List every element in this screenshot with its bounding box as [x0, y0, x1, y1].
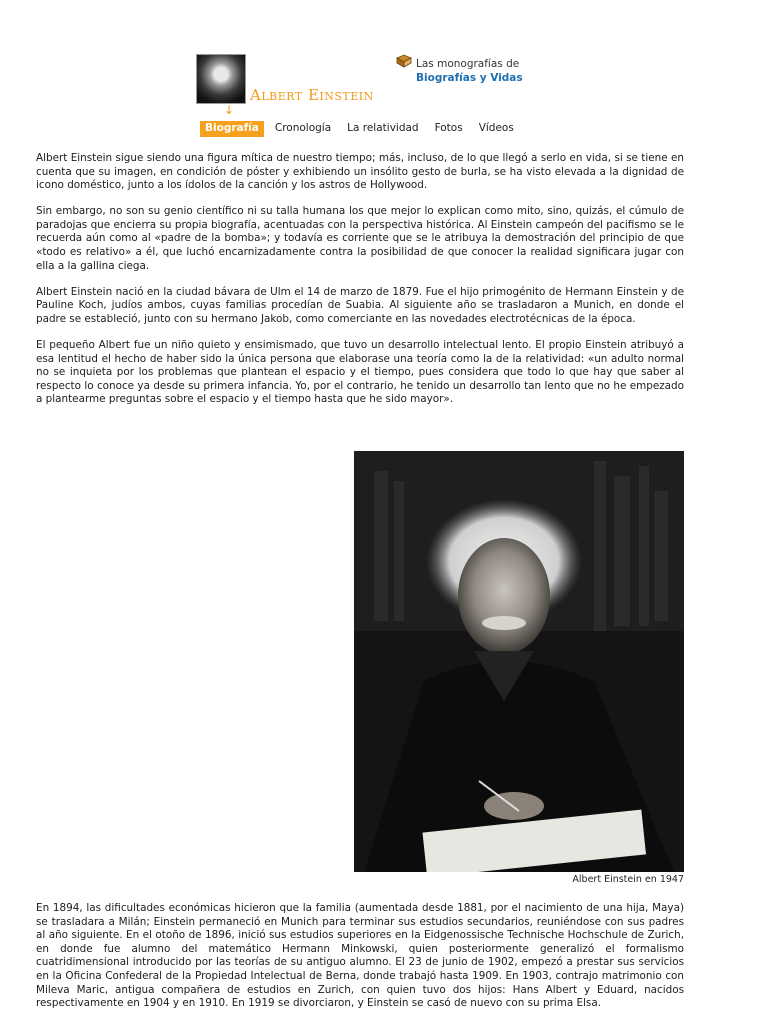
page-title: Albert Einstein [250, 86, 374, 104]
nav-tab-videos[interactable]: Vídeos [478, 122, 514, 134]
photo-illustration [354, 451, 684, 872]
photo-caption: Albert Einstein en 1947 [572, 874, 684, 885]
brand-subtitle: Las monografías de [416, 58, 520, 70]
paragraph: El pequeño Albert fue un niño quieto y ensimismado, que tuvo un desarrollo intelectual lento. El propio Einstein atribuyó a esa lentitud el hecho de haber sido la única persona que elaborase una teoría como la de la relatividad: «un adulto normal no se inquieta por los problemas que plantean el espacio y el tiempo, pues considera que todo lo que hay que saber al respecto lo conoce ya desde su primera infancia. Yo, por el contrario, he tenido un desarrollo tan lento que no he empezado a plantearme preguntas sobre el espacio y el tiempo hasta que he sido mayor». [36, 339, 684, 406]
page-header [196, 54, 536, 117]
article-body [36, 152, 684, 420]
nav-tab-fotos[interactable]: Fotos [434, 122, 463, 134]
photo-figure [354, 451, 684, 885]
einstein-photo[interactable] [354, 451, 684, 872]
paragraph: Albert Einstein sigue siendo una figura mítica de nuestro tiempo; más, incluso, de lo que llegó a serlo en vida, si se tiene en cuenta que su imagen, en condición de póster y exhibiendo un insólito gesto de burla, se ha visto elevada a la dignidad de icono doméstico, junto a los ídolos de la canción y los astros de Hollywood. [36, 152, 684, 192]
nav-tab-relatividad[interactable]: La relatividad [347, 122, 419, 134]
brand-link[interactable]: Biografías y Vidas [416, 72, 523, 84]
nav-tab-biografia[interactable]: Biografía [200, 121, 264, 137]
paragraph: Sin embargo, no son su genio científico ni su talla humana los que mejor lo explican como mito, sino, quizás, el cúmulo de paradojas que encierra su propia biografía, acentuadas con la perspectiva histórica. Al Einstein campeón del pacifismo se le recuerda aún como al «padre de la bomba»; y todavía es corriente que se le atribuya la demostración del principio de que «todo es relativo» a él, que luchó encarnizadamente contra la posibilidad de que conocer la realidad significara jugar con ella a la gallina ciega. [36, 205, 684, 272]
article-body-continued [36, 902, 684, 1023]
einstein-thumbnail[interactable] [196, 54, 246, 104]
paragraph: Albert Einstein nació en la ciudad bávara de Ulm el 14 de marzo de 1879. Fue el hijo primogénito de Hermann Einstein y de Pauline Koch, judíos ambos, cuyas familias procedían de Suabia. Al siguiente año se trasladaron a Munich, en donde el padre se estableció, junto con su hermano Jakob, como comerciante en las novedades electrotécnicas de la época. [36, 285, 684, 325]
section-nav [200, 121, 525, 137]
paragraph: En 1894, las dificultades económicas hicieron que la familia (aumentada desde 1881, por el nacimiento de una hija, Maya) se trasladara a Milán; Einstein permaneció en Munich para terminar sus estudios secundarios, reuniéndose con sus padres al año siguiente. En el otoño de 1896, inició sus estudios superiores en la Eidgenossische Technische Hochschule de Zurich, en donde fue alumno del matemático Hermann Minkowski, quien posteriormente generalizó el formalismo cuatridimensional introducido por las teorías de su antiguo alumno. El 23 de junio de 1902, empezó a prestar sus servicios en la Oficina Confederal de la Propiedad Intelectual de Berna, donde trabajó hasta 1909. En 1903, contrajo matrimonio con Mileva Maric, antigua compañera de estudios en Zurich, con quien tuvo dos hijos: Hans Albert y Eduard, nacidos respectivamente en 1904 y en 1910. En 1919 se divorciaron, y Einstein se casó de nuevo con su prima Elsa. [36, 902, 684, 1010]
book-icon [396, 54, 412, 68]
nav-tab-cronologia[interactable]: Cronología [274, 122, 332, 134]
down-arrow-icon: ↓ [224, 103, 235, 117]
